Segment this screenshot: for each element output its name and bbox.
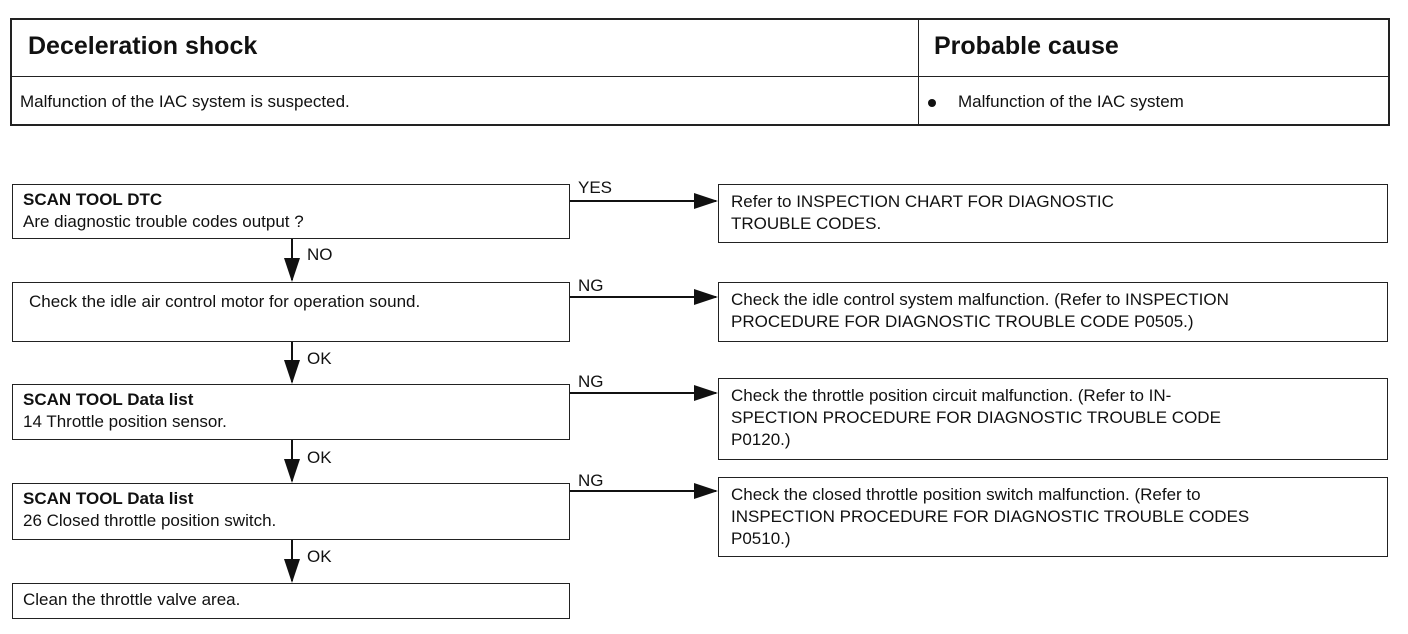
step-iac-motor-sound [12,282,570,342]
ok-label-3: OK [307,448,332,467]
ok-label-4: OK [307,547,332,566]
step-clean-throttle [12,583,570,619]
step-dtc-question: Are diagnostic trouble codes output ? [23,212,304,231]
result-ctps-switch [718,477,1388,557]
step-dtc-check [12,184,570,239]
result-ctps-line-2: INSPECTION PROCEDURE FOR DIAGNOSTIC TROUBLE CODES [731,507,1250,526]
step-dtc-title: SCAN TOOL DTC [23,190,163,209]
result-dtc-line-1: Refer to INSPECTION CHART FOR DIAGNOSTIC [731,192,1114,211]
result-tps-circuit [718,378,1388,460]
result-idle-line-2: PROCEDURE FOR DIAGNOSTIC TROUBLE CODE P0505.) [731,312,1194,331]
result-tps-line-2: SPECTION PROCEDURE FOR DIAGNOSTIC TROUBLE CODE [731,408,1221,427]
step-tps-item: 14 Throttle position sensor. [23,412,227,431]
step-tps-title: SCAN TOOL Data list [23,390,194,409]
result-tps-line-1: Check the throttle position circuit malfunction. (Refer to IN- [731,386,1172,405]
yes-label: YES [578,178,613,197]
symptom-description: Malfunction of the IAC system is suspected. [20,92,350,111]
step-ctps-item: 26 Closed throttle position switch. [23,511,277,530]
ng-label-2: NG [578,276,604,295]
result-idle-line-1: Check the idle control system malfunction. (Refer to INSPECTION [731,290,1229,309]
result-tps-line-3: P0120.) [731,430,791,449]
no-label: NO [307,245,333,264]
result-dtc-chart [718,184,1388,243]
step-iac-text: Check the idle air control motor for operation sound. [29,292,421,311]
result-ctps-line-1: Check the closed throttle position switch malfunction. (Refer to [731,485,1201,504]
result-idle-control [718,282,1388,342]
step-clean-text: Clean the throttle valve area. [23,590,241,609]
symptom-title: Deceleration shock [28,32,258,60]
step-ctps-title: SCAN TOOL Data list [23,489,194,508]
step-tps-data-list [12,384,570,440]
ok-label-2: OK [307,349,332,368]
probable-cause-item: Malfunction of the IAC system [958,92,1184,111]
probable-cause-title: Probable cause [934,32,1119,60]
ng-label-4: NG [578,471,604,490]
ng-label-3: NG [578,372,604,391]
result-ctps-line-3: P0510.) [731,529,791,548]
step-ctps-data-list [12,483,570,540]
result-dtc-line-2: TROUBLE CODES. [731,214,882,233]
